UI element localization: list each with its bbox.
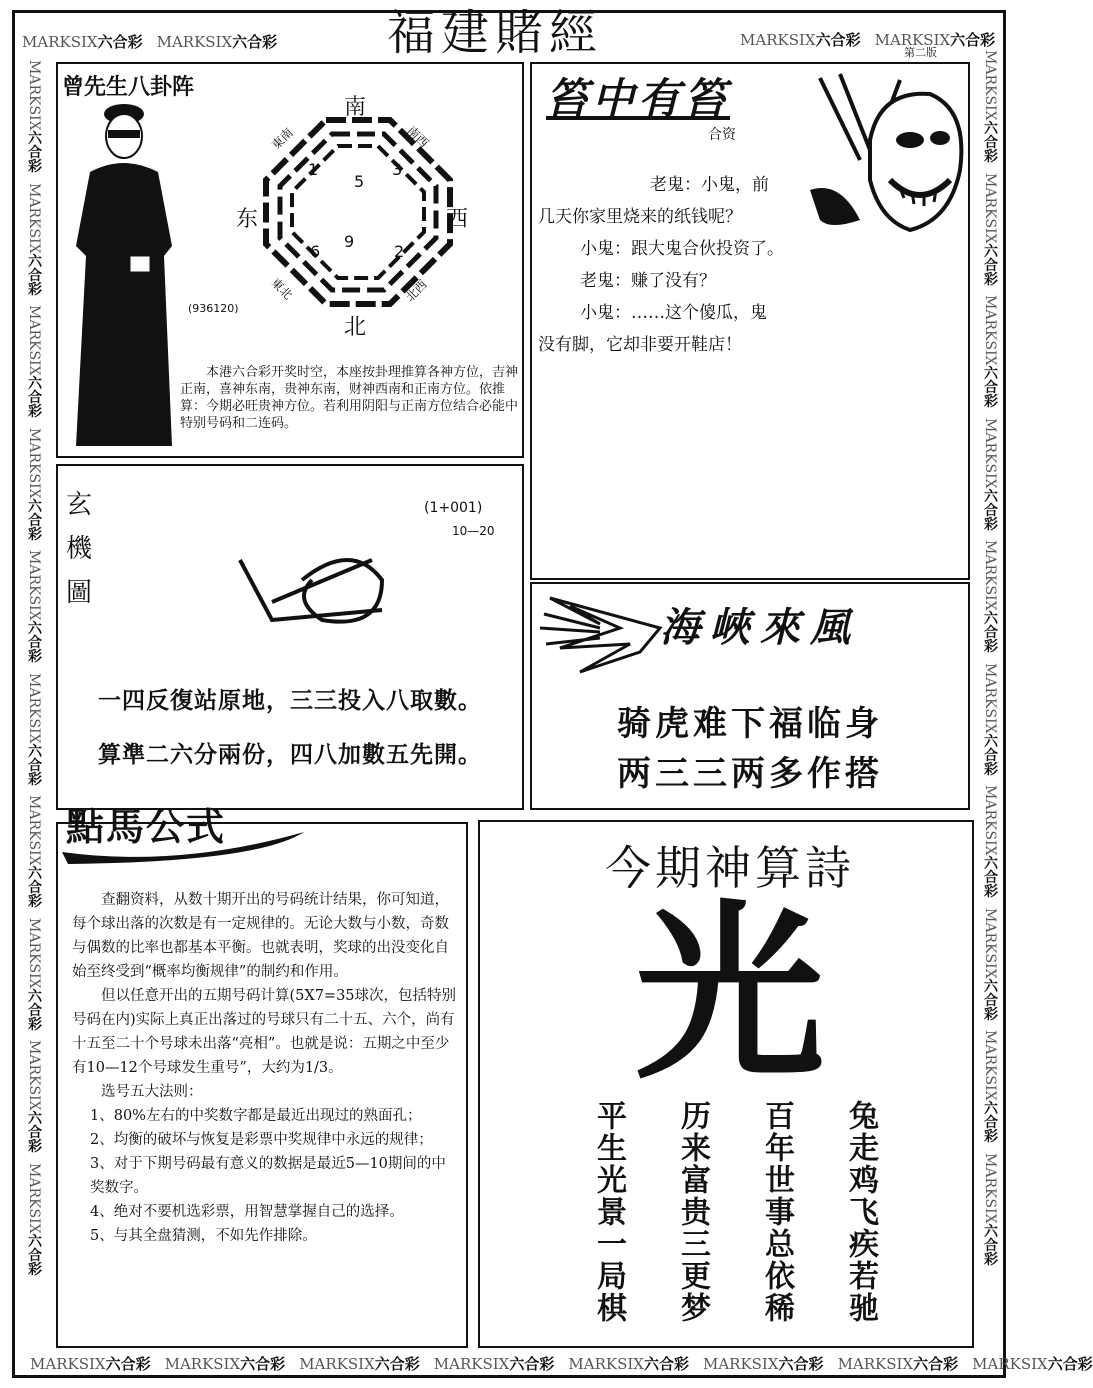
watermark-text: MARKSIX	[982, 540, 998, 611]
watermark-text: MARKSIX	[26, 60, 42, 131]
watermark-brand: 六合彩	[982, 610, 998, 653]
direction-north: 北	[344, 315, 367, 340]
shensuan-column-4: 平生光景一局棋	[591, 1100, 626, 1324]
bagua-code: (936120)	[188, 302, 239, 315]
watermark-text: MARKSIX	[26, 917, 42, 989]
direction-west: 西	[446, 207, 469, 232]
watermark-text: MARKSIX	[982, 50, 998, 121]
watermark-brand: 六合彩	[913, 1354, 959, 1373]
story-line-6: 没有脚，它却非要开鞋店！	[538, 335, 742, 355]
watermark-brand: 六合彩	[982, 978, 998, 1021]
watermark-brand: 六合彩	[982, 855, 998, 898]
watermark-brand: 六合彩	[982, 243, 998, 286]
watermark-brand: 六合彩	[26, 253, 42, 296]
watermark-text: MARKSIX	[568, 1354, 644, 1373]
watermark-text: MARKSIX	[433, 1354, 510, 1373]
mystery-sketch-illustration	[232, 540, 392, 640]
watermark-brand: 六合彩	[26, 988, 42, 1031]
watermark-brand: 六合彩	[643, 1354, 689, 1373]
watermark-text: MARKSIX	[982, 417, 998, 489]
watermark-text: MARKSIX	[837, 1354, 914, 1373]
shensuan-column-1: 兔走鸡飞疾若驰	[843, 1100, 878, 1324]
dianma-rule-5: 5、与其全盘猜测，不如先作排除。	[90, 1228, 317, 1244]
watermark-text: MARKSIX	[702, 1354, 779, 1373]
watermark-brand: 六合彩	[26, 620, 42, 663]
dianma-paragraph-3: 选号五大法则：	[101, 1084, 203, 1100]
watermark-text: MARKSIX	[982, 295, 998, 366]
dianma-paragraph-2: 但以任意开出的五期号码计算(5X7=35球次，包括特别号码在内)实际上真正出落过的号球只有二十五、六个，尚有十五至二十个号球未出落“亮相”。也就是说：五期之中至少有10—12个号球发生重号”，大约为1/3。	[72, 988, 457, 1076]
bagua-number-3: 3	[392, 160, 403, 179]
watermark-text: MARKSIX	[26, 182, 42, 254]
watermark-text: MARKSIX	[26, 795, 42, 866]
watermark-brand: 六合彩	[778, 1354, 824, 1373]
watermark-text: MARKSIX	[982, 1030, 998, 1101]
watermark-brand: 六合彩	[982, 733, 998, 776]
watermark-text: MARKSIX	[156, 32, 233, 51]
watermark-text: MARKSIX	[982, 172, 998, 244]
story-line-4: 老鬼：赚了没有？	[580, 271, 716, 291]
story-title: 笞中有笞	[546, 74, 731, 123]
watermark-brand: 六合彩	[232, 32, 278, 51]
watermark-text: MARKSIX	[26, 1040, 42, 1111]
story-line-1: 老鬼：小鬼，前	[650, 175, 769, 195]
watermark-brand: 六合彩	[509, 1354, 555, 1373]
bagua-number-9: 9	[344, 232, 355, 251]
story-line-3: 小鬼：跟大鬼合伙投资了。	[580, 239, 784, 259]
xuanji-title-char-3: 圖	[66, 578, 93, 608]
watermark-brand: 六合彩	[982, 1100, 998, 1143]
xuanji-time: 10—20	[452, 524, 495, 538]
watermark-strip-top-right	[740, 26, 996, 52]
starburst-illustration	[540, 588, 670, 678]
xuanji-code: (1+001)	[424, 500, 483, 516]
watermark-strip-top-left	[22, 28, 300, 54]
shensuan-title: 今期神算詩	[605, 841, 855, 895]
bagua-number-5: 5	[354, 172, 365, 191]
dianma-body	[72, 888, 460, 1248]
dianma-rule-3: 3、对于下期号码最有意义的数据是最近5—10期间的中奖数字。	[90, 1156, 446, 1196]
xuanji-title-char-2: 機	[66, 534, 93, 564]
corner-northeast: 東北	[268, 275, 296, 303]
corner-northwest: 北西	[402, 277, 430, 305]
watermark-strip-left	[20, 60, 48, 1340]
direction-east: 东	[236, 207, 259, 232]
bagua-number-2: 2	[394, 242, 405, 261]
haixia-line-2: 两三三两多作搭	[617, 754, 883, 794]
watermark-brand: 六合彩	[1047, 1354, 1093, 1373]
watermark-text: MARKSIX	[22, 32, 98, 51]
corner-southeast: 東南	[268, 125, 296, 153]
watermark-brand: 六合彩	[97, 32, 143, 51]
shensuan-big-char: 光	[634, 882, 825, 1105]
watermark-strip-bottom	[30, 1350, 1093, 1376]
dianma-rule-4: 4、绝对不要机选彩票，用智慧掌握自己的选择。	[90, 1204, 404, 1220]
xuanji-title-char-1: 玄	[66, 490, 93, 520]
watermark-brand: 六合彩	[26, 130, 42, 173]
shensuan-column-3: 历来富贵三更梦	[675, 1100, 710, 1324]
haixia-line-1: 骑虎难下福临身	[617, 704, 883, 744]
watermark-brand: 六合彩	[982, 365, 998, 408]
story-line-2: 几天你家里烧来的纸钱呢？	[538, 207, 742, 227]
dianma-rule-2: 2、均衡的破坏与恢复是彩票中奖规律中永远的规律；	[90, 1132, 433, 1148]
corner-southwest: 南西	[404, 123, 432, 151]
story-subtitle: 合资	[708, 127, 736, 143]
watermark-brand: 六合彩	[26, 498, 42, 541]
watermark-brand: 六合彩	[26, 375, 42, 418]
bagua-number-1: 1	[308, 160, 319, 179]
bagua-description: 本港六合彩开奖时空，本座按卦理推算各神方位，吉神正南，喜神东南，贵神东南，财神西南和正南方位。依推算：今期必旺贵神方位。若利用阴阳与正南方位结合必能中特别号码和二连码。	[180, 365, 519, 431]
watermark-strip-right	[976, 50, 1004, 1340]
watermark-text: MARKSIX	[164, 1354, 241, 1373]
watermark-text: MARKSIX	[982, 907, 998, 979]
xuanji-poem-line-2: 算準二六分兩份，四八加數五先開。	[98, 742, 482, 768]
watermark-brand: 六合彩	[815, 30, 861, 49]
edition-label: 第二版	[904, 46, 937, 59]
haixia-title: 海峽來風	[660, 604, 860, 651]
watermark-text: MARKSIX	[26, 427, 42, 499]
dianma-rule-1: 1、80%左右的中奖数字都是最近出现过的熟面孔；	[90, 1108, 422, 1124]
bagua-number-6: 6	[310, 242, 321, 261]
watermark-text: MARKSIX	[740, 30, 816, 49]
watermark-brand: 六合彩	[950, 30, 996, 49]
watermark-brand: 六合彩	[982, 1223, 998, 1266]
watermark-text: MARKSIX	[26, 672, 42, 744]
dianma-paragraph-1: 查翻资料，从数十期开出的号码统计结果，你可知道，每个球出落的次数是有一定规律的。无论大数与小数，奇数与偶数的比率也都基本平衡。也就表明，奖球的出没变化自始至终受到“概率均衡规律”的制约和作用。	[72, 892, 449, 980]
watermark-text: MARKSIX	[972, 1354, 1048, 1373]
watermark-brand: 六合彩	[26, 1233, 42, 1276]
watermark-brand: 六合彩	[26, 865, 42, 908]
watermark-text: MARKSIX	[26, 1162, 42, 1234]
page-title: 福建賭經	[386, 5, 603, 61]
watermark-text: MARKSIX	[26, 305, 42, 376]
watermark-text: MARKSIX	[874, 30, 951, 49]
watermark-brand: 六合彩	[240, 1354, 286, 1373]
watermark-brand: 六合彩	[105, 1354, 151, 1373]
watermark-text: MARKSIX	[982, 785, 998, 856]
watermark-brand: 六合彩	[26, 743, 42, 786]
watermark-text: MARKSIX	[299, 1354, 375, 1373]
watermark-text: MARKSIX	[982, 1152, 998, 1224]
watermark-text: MARKSIX	[30, 1354, 106, 1373]
xuanji-poem-line-1: 一四反復站原地，三三投入八取數。	[98, 688, 482, 714]
shensuan-column-2: 百年世事总依稀	[759, 1100, 794, 1324]
master-figure-illustration	[60, 96, 190, 452]
direction-south: 南	[344, 95, 367, 120]
watermark-brand: 六合彩	[982, 120, 998, 163]
watermark-brand: 六合彩	[982, 488, 998, 531]
bagua-title: 曾先生八卦阵	[62, 75, 195, 100]
watermark-text: MARKSIX	[26, 550, 42, 621]
watermark-text: MARKSIX	[982, 662, 998, 734]
dianma-title: 點馬公式	[66, 804, 227, 849]
watermark-brand: 六合彩	[374, 1354, 420, 1373]
story-line-5: 小鬼：……这个傻瓜，鬼	[580, 303, 767, 323]
watermark-brand: 六合彩	[26, 1110, 42, 1153]
